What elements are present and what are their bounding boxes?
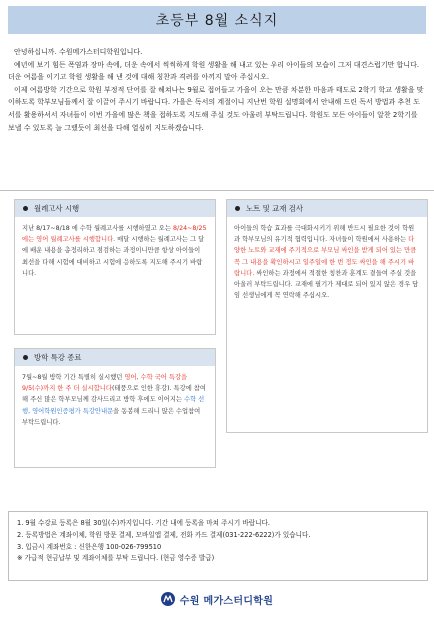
vacation-end-heading: 방학 특강 종료 (34, 353, 82, 362)
notice-item: ※ 가급적 현금납부 및 계좌이체를 부탁 드립니다. (현금 영수증 발급) (17, 554, 215, 563)
notes-text-1: 아이들의 학습 효과를 극대화시키기 위해 반드시 필요한 것이 학원과 학부모님의 유기적 협력입니다. 자녀들이 학원에서 사용하는 (234, 225, 415, 244)
intro-section (8, 46, 426, 134)
monthly-test-text-1: 지난 8/17~8/18 에 수학 월례고사를 시행하였고 오는 (22, 225, 173, 232)
vacation-end-highlight-2: 수학 선행, 영어학원인증평가 특강안내문 (22, 396, 205, 415)
payment-notice-box (8, 511, 428, 581)
intro-paragraph-1: 예년에 보기 힘든 폭염과 장마 속에, 더운 속에서 씩씩하게 학원 생활을 해 내고 있는 우리 아이들의 모습이 그저 대견스럽기만 합니다. 더운 여름을 이기고 학원 생활을 해 낸 것에 대해 칭찬과 격려를 아끼지 말아 주십시오. (8, 60, 420, 82)
megastudy-logo-icon (161, 592, 175, 606)
monthly-test-text-2: 매달 시행하는 월례고사는 그 달에 배운 내용을 총정리하고 점검하는 과정이니만큼 항상 아이들이 최선을 다해 시험에 대비하고 시험에 응하도록 지도해 주시기 바랍니다. (22, 236, 205, 277)
notice-list (9, 518, 427, 565)
notes-box (226, 199, 428, 433)
vacation-end-highlight-1: 영어, 수학 국어 특강을 9/5(수)까지 한 주 더 실시합니다 (22, 374, 188, 393)
vacation-end-text-1: 7월~8월 방학 기간 특별히 실시했던 (22, 374, 125, 381)
notice-item: 2. 등록방법은 계좌이체, 학원 방문 결제, 모바일앱 결제, 전화 카드 결제(031-222-6222)가 있습니다. (17, 530, 311, 539)
notes-highlight: 다양한 노트와 교재에 주기적으로 부모님 싸인을 받게 되어 있는 만큼 꼭 그 내용을 확인하시고 일주일에 한 번 정도 싸인을 해 주시기 바랍니다. (234, 236, 417, 277)
notice-item: 1. 9월 수강료 등록은 8월 30일(수)까지입니다. 기간 내에 등록을 마쳐 주시기 바랍니다. (17, 519, 270, 527)
vacation-end-text-3: 을 동봉해 드리니 많은 수업참여 부탁드립니다. (22, 407, 201, 426)
notes-heading: 노트 및 교재 검사 (246, 204, 304, 213)
section-divider (0, 190, 434, 191)
monthly-test-box (14, 199, 216, 335)
footer-academy-name: 수원 메가스터디학원 (179, 595, 274, 607)
notes-text-2: 싸인하는 과정에서 적절한 칭찬과 훈계도 곁들여 주실 것을 아울러 부탁드립니다. 교재에 필기가 제대로 되어 있지 않은 경우 담임 선생님에게 꼭 연락해 주십시오. (234, 269, 419, 300)
notice-item: 3. 입금시 계좌번호 : 신한은행 100-026-799510 (17, 542, 162, 551)
intro-paragraph-2: 이제 여름방학 기간으로 학원 부정적 단어를 잘 헤쳐나는 9월로 접어들고 가을이 오는 만큼 차분한 마음과 태도로 2학기 학교 생활을 맞이하도록 학부모님들께서 잘 이끌어 주시기 바랍니다. 가을은 독서의 계절이니 지난번 학원 설명회에서 안내해 드린 독서 방법과 추천 도서를 활용하셔서 자녀들이 이번 가을에 많은 책을 접하도록 지도해 주실 것도 아울러 부탁드립니다. 학원도 모든 아이들이 알찬 2학기를 보낼 수 있도록 늘 그랬듯이 최선을 다해 열심히 지도하겠습니다. (8, 85, 424, 132)
vacation-end-box (14, 348, 216, 468)
monthly-test-heading: 월례고사 시행 (34, 204, 80, 213)
bullet-dot-icon (23, 206, 28, 211)
title-bar (8, 6, 426, 34)
vacation-end-text-2: (태풍으로 인한 휴강). 특강에 참여해 주신 많은 학부모님께 감사드리고 방학 후에도 이어지는 (22, 385, 206, 404)
vacation-end-body (15, 366, 215, 428)
bullet-dot-icon (23, 355, 28, 360)
page-title: 초등부 8월 소식지 (155, 13, 279, 29)
bullet-dot-icon (235, 206, 240, 211)
notes-header (227, 200, 427, 217)
greeting-text: 안녕하십니까. 수원메가스터디학원입니다. (14, 48, 143, 56)
footer (0, 588, 434, 610)
monthly-test-highlight: 8/24~8/25 에는 영어 월례고사를 시행합니다. (22, 225, 207, 244)
notes-body (227, 217, 427, 301)
monthly-test-body (15, 217, 215, 279)
vacation-end-header (15, 349, 215, 366)
monthly-test-header (15, 200, 215, 217)
logo-mark-icon (163, 594, 173, 604)
